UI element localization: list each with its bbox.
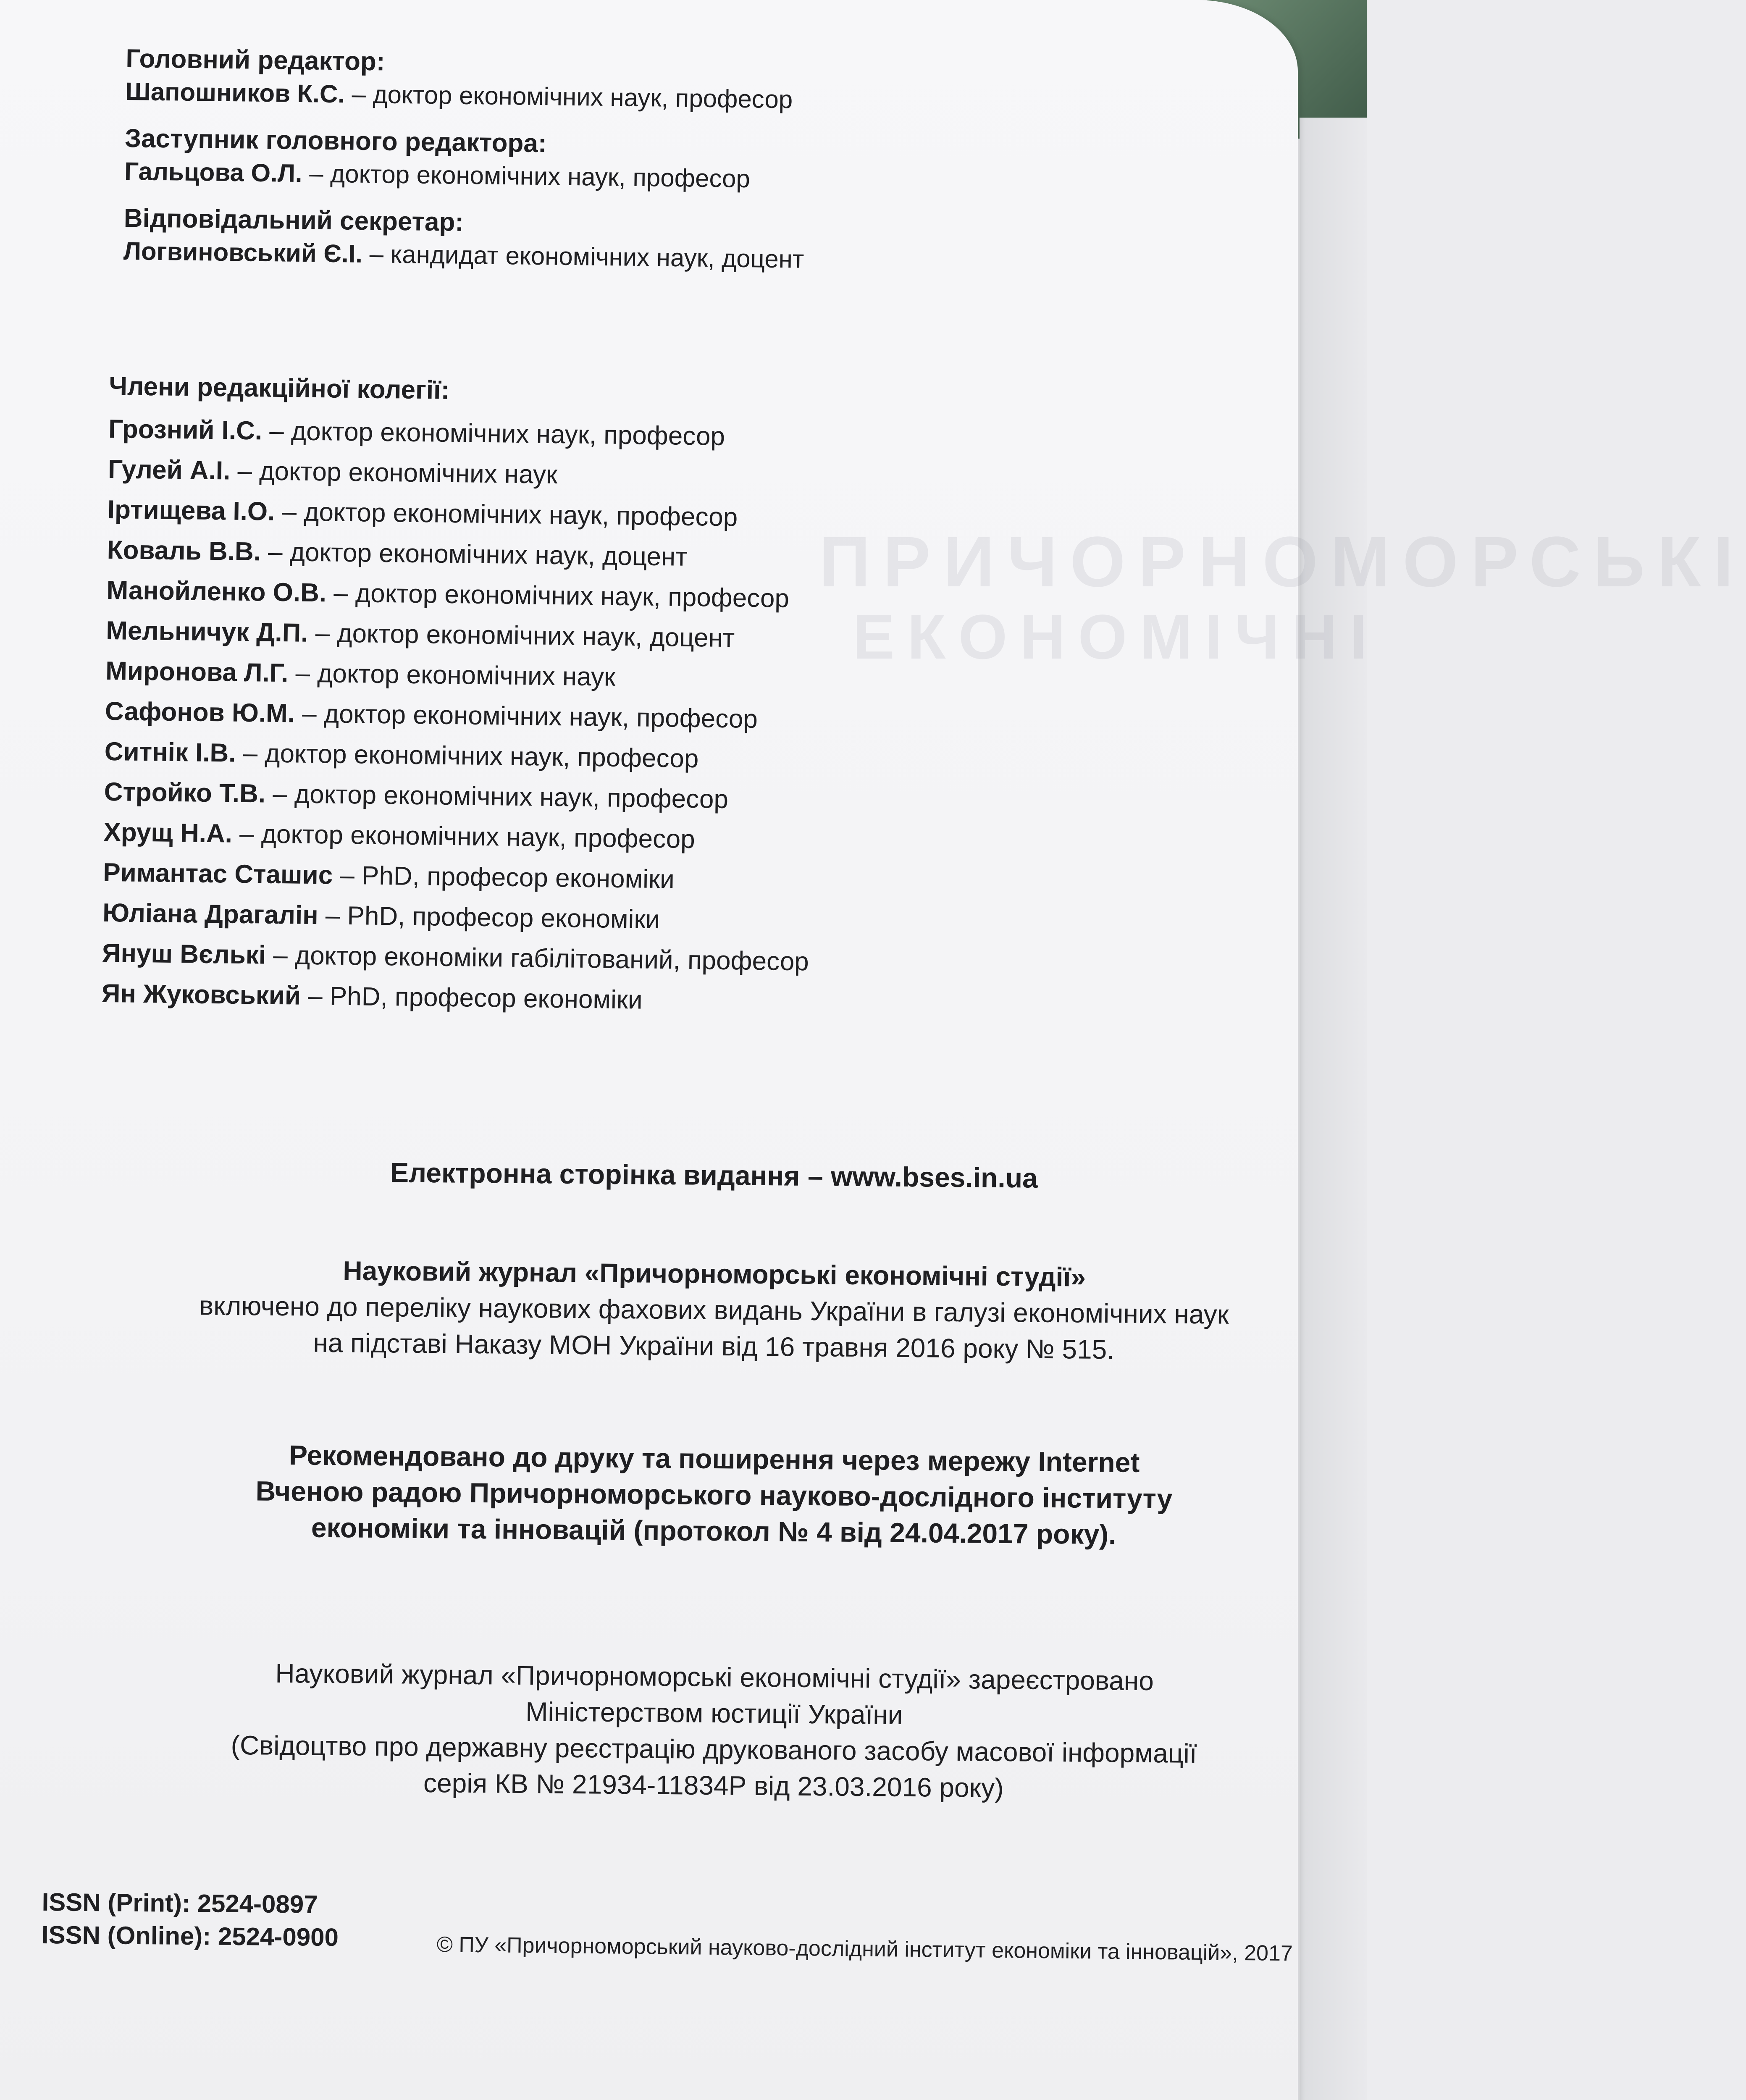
board-member: Хрущ Н.А. – доктор економічних наук, професор bbox=[103, 817, 696, 854]
board-member: Сафонов Ю.М. – доктор економічних наук, професор bbox=[105, 696, 758, 734]
editor-entry bbox=[125, 42, 1176, 121]
board-member: Коваль В.В. – доктор економічних наук, доцент bbox=[107, 535, 688, 572]
issn-online: ISSN (Online): 2524-0900 bbox=[41, 1920, 339, 1952]
show-through-text: ЕКОНОМІЧНІ bbox=[853, 601, 1380, 672]
editor-credentials: – кандидат економічних наук, доцент bbox=[362, 239, 804, 273]
board-member: Ян Жуковський – PhD, професор економіки bbox=[101, 979, 643, 1015]
editor-entry bbox=[124, 122, 1175, 200]
role-heading: Головний редактор: bbox=[126, 44, 385, 76]
editor-entry bbox=[123, 202, 1174, 280]
recommendation-notice: Рекомендовано до друку та поширення через мережу Internet Вченою радою Причорноморського науково-дослідного інституту економіки та інновацій (протокол № 4 від 24.04.2017 року). bbox=[255, 1439, 1173, 1550]
board-member: Іртищева І.О. – доктор економічних наук, професор bbox=[107, 495, 738, 532]
editor-name: Гальцова О.Л. bbox=[124, 157, 302, 188]
board-member: Римантас Сташис – PhD, професор економіки bbox=[102, 858, 675, 894]
editorial-leadership bbox=[123, 42, 1176, 294]
board-member: Юліана Драгалін – PhD, професор економіки bbox=[102, 898, 660, 934]
board-member: Януш Вєлькі – доктор економіки габілітований, професор bbox=[102, 938, 809, 976]
editor-name: Логвиновський Є.І. bbox=[123, 236, 363, 268]
show-through-text: ПРИЧОРНОМОРСЬКІ bbox=[819, 522, 1746, 602]
board-member: Стройко Т.В. – доктор економічних наук, професор bbox=[104, 777, 729, 814]
board-member: Манойленко О.В. – доктор економічних наук, професор bbox=[106, 575, 790, 613]
issn-print: ISSN (Print): 2524-0897 bbox=[42, 1888, 318, 1919]
editor-credentials: – доктор економічних наук, професор bbox=[344, 80, 793, 114]
journal-title-line: Науковий журнал «Причорноморські економічні студії» bbox=[343, 1255, 1086, 1292]
website-line: Електронна сторінка видання – www.bses.in.ua bbox=[390, 1157, 1038, 1194]
editorial-board bbox=[101, 370, 1159, 1026]
role-heading: Заступник головного редактора: bbox=[124, 123, 547, 158]
background-page-edge bbox=[1300, 118, 1367, 2100]
editor-name: Шапошников К.С. bbox=[125, 77, 345, 108]
board-member: Гулей А.І. – доктор економічних наук bbox=[108, 454, 558, 490]
board-member: Ситнік І.В. – доктор економічних наук, професор bbox=[104, 737, 699, 774]
registration-notice: Науковий журнал «Причорноморські економічні студії» зареєстровано Міністерством юстиції України (Свідоцтво про державну реєстрацію друкованого засобу масової інформації серія КВ № 21934-11834Р від 23.03.2016 року) bbox=[231, 1658, 1197, 1803]
role-heading: Відповідальний секретар: bbox=[123, 203, 464, 237]
editor-credentials: – доктор економічних наук, професор bbox=[302, 159, 751, 193]
board-heading: Члени редакційної колегії: bbox=[109, 371, 450, 405]
board-member: Мельничук Д.П. – доктор економічних наук, доцент bbox=[105, 616, 735, 653]
issn-block bbox=[42, 1886, 339, 1954]
board-member: Грозний І.С. – доктор економічних наук, професор bbox=[108, 414, 725, 451]
board-member: Миронова Л.Г. – доктор економічних наук bbox=[105, 656, 616, 692]
copyright-line: © ПУ «Причорноморський науково-дослідний інститут економіки та інновацій», 2017 bbox=[436, 1932, 1293, 1966]
inclusion-notice: Науковий журнал «Причорноморські економічні студії» включено до переліку наукових фахових видань України в галузі економічних наук на підставі Наказу МОН України від 16 травня 2016 року № 515. bbox=[126, 1251, 1302, 1369]
